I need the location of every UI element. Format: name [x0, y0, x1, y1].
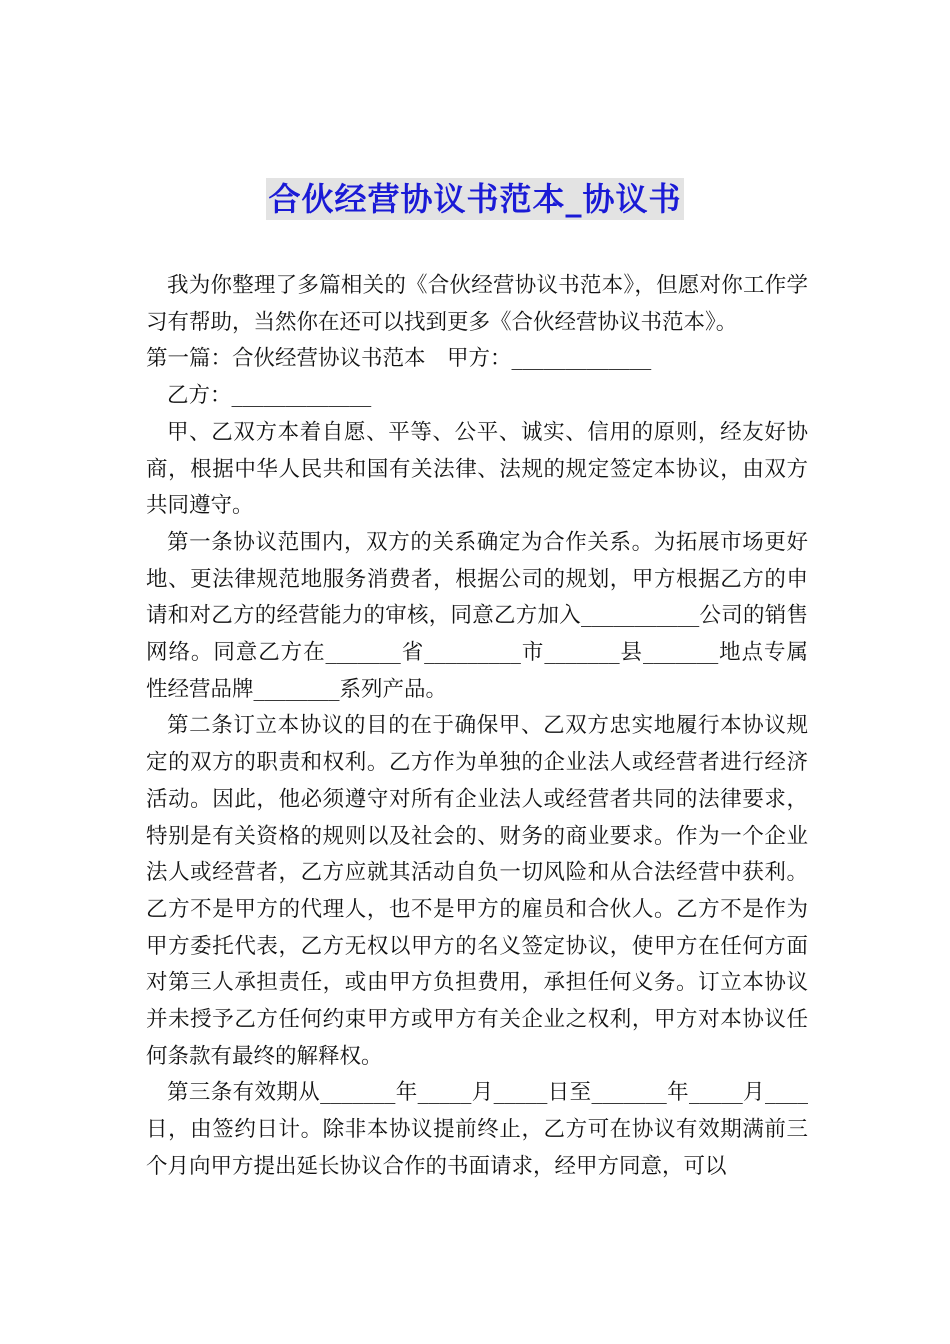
principles-paragraph: 甲、乙双方本着自愿、平等、公平、诚实、信用的原则，经友好协商，根据中华人民共和国有关法律、法规的规定签定本协议，由双方共同遵守。 — [146, 419, 808, 519]
first-article-heading: 第一篇：合伙经营协议书范本 甲方：_____________ — [146, 346, 652, 372]
article-2-paragraph: 第二条订立本协议的目的在于确保甲、乙双方忠实地履行本协议规定的双方的职责和权利。乙方作为单独的企业法人或经营者进行经济活动。因此，他必须遵守对所有企业法人或经营者共同的法律要求，特别是有关资格的规则以及社会的、财务的商业要求。作为一个企业法人或经营者，乙方应就其活动自负一切风险和从合法经营中获利。乙方不是甲方的代理人，也不是甲方的雇员和合伙人。乙方不是作为甲方委托代表，乙方无权以甲方的名义签定协议，使甲方在任何方面对第三人承担责任，或由甲方负担费用，承担任何义务。订立本协议并未授予乙方任何约束甲方或甲方有关企业之权利，甲方对本协议任何条款有最终的解释权。 — [146, 713, 808, 1069]
document-body — [146, 268, 808, 1186]
title-wrapper — [0, 178, 950, 220]
intro-paragraph: 我为你整理了多篇相关的《合伙经营协议书范本》，但愿对你工作学习有帮助，当然你在还可以找到更多《合伙经营协议书范本》。 — [146, 273, 808, 335]
article-3-paragraph: 第三条有效期从_______年_____月_____日至_______年_____月____日，由签约日计。除非本协议提前终止，乙方可在协议有效期满前三个月向甲方提出延长协议合作的书面请求，经甲方同意，可以 — [146, 1080, 808, 1179]
party-b-line: 乙方：_____________ — [167, 383, 372, 409]
article-1-paragraph: 第一条协议范围内，双方的关系确定为合作关系。为拓展市场更好地、更法律规范地服务消费者，根据公司的规划，甲方根据乙方的申请和对乙方的经营能力的审核，同意乙方加入___________公司的销售网络。同意乙方在_______省_________市_______县_______地点专属性经营品牌________系列产品。 — [146, 529, 808, 702]
document-title: 合伙经营协议书范本_协议书 — [268, 180, 682, 218]
